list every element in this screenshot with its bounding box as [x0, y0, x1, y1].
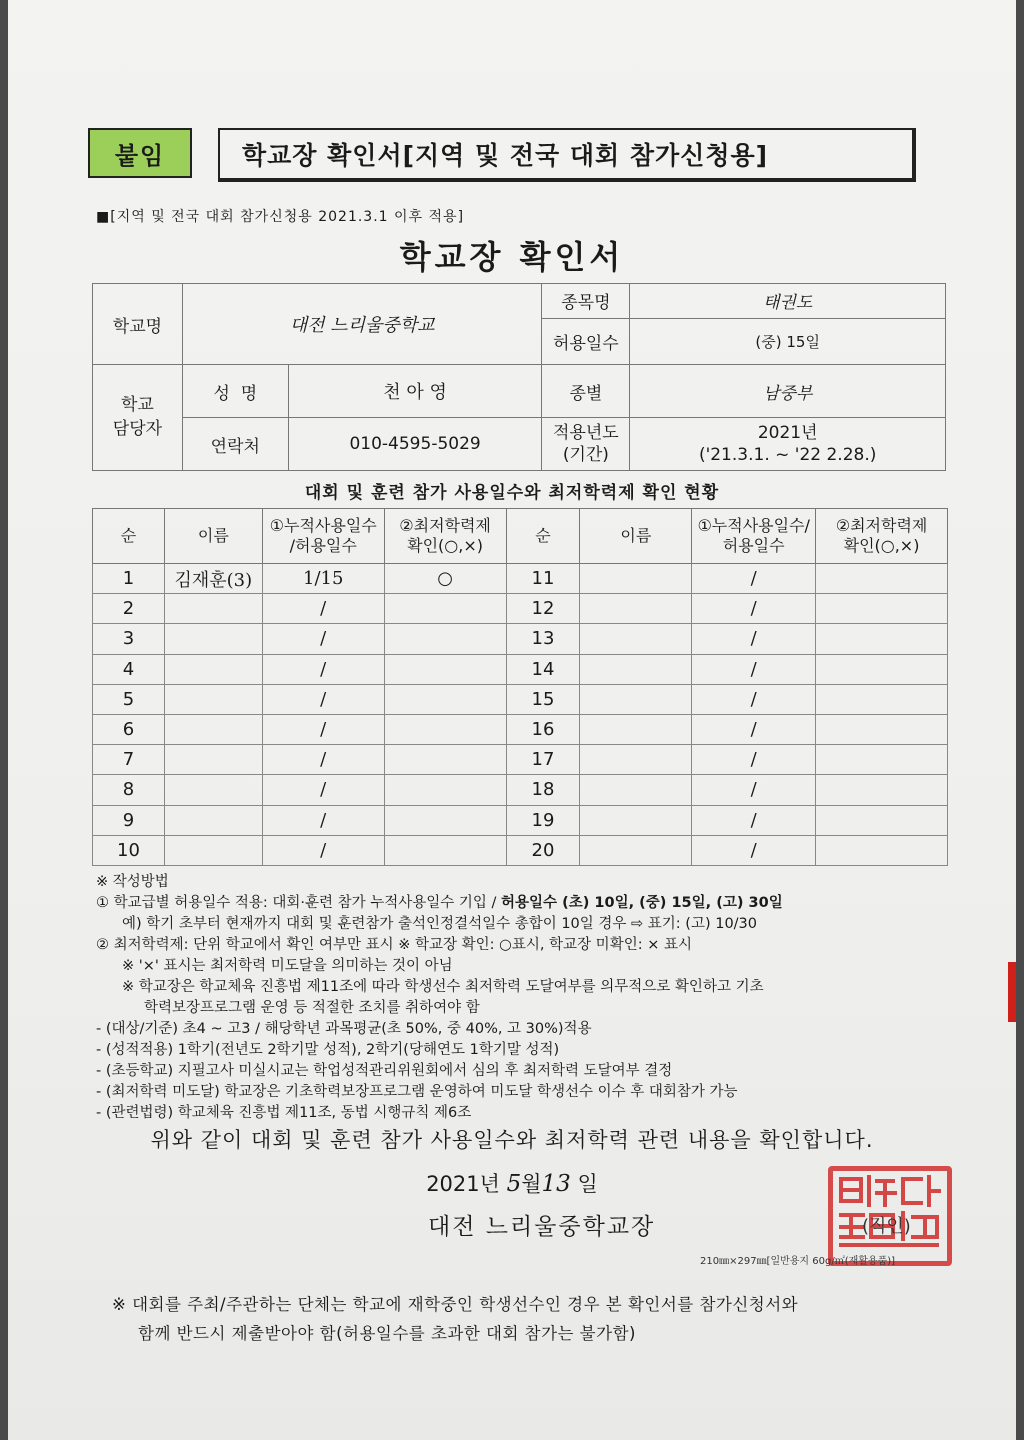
student-name: 김재훈(3)	[164, 564, 262, 594]
header-no-right: 순	[506, 509, 580, 564]
detail-4: - (최저학력 미도달) 학교장은 기초학력보장프로그램 운영하여 미도달 학생선수 이수 후 대회참가 가능	[96, 1084, 738, 1100]
row-number: 19	[506, 805, 580, 835]
used-days: /	[692, 594, 816, 624]
row-number: 13	[506, 624, 580, 654]
allowed-days-label: 허용일수	[542, 318, 630, 365]
academic-check	[816, 654, 948, 684]
note-1-text: ① 학교급별 허용일수 적용: 대회·훈련 참가 누적사용일수 기입 /	[96, 895, 502, 911]
student-name	[164, 654, 262, 684]
academic-check: ○	[384, 564, 506, 594]
header-check: ②최저학력제 확인(○,×)	[384, 509, 506, 564]
table-row	[93, 684, 948, 714]
section-title: 대회 및 훈련 참가 사용일수와 최저학력제 확인 현황	[304, 483, 720, 503]
date-day: 13	[541, 1171, 571, 1197]
note-1-line-1	[96, 893, 956, 914]
used-days: /	[692, 684, 816, 714]
header-name-right: 이름	[580, 509, 692, 564]
paper-spec: 210㎜×297㎜[일반용지 60g/㎡(재활용품)]	[700, 1256, 896, 1267]
final-notice	[112, 1290, 798, 1348]
table-row	[93, 835, 948, 865]
row-number: 4	[93, 654, 165, 684]
category-label: 종별	[542, 365, 630, 418]
table-row	[93, 745, 948, 775]
row-number: 5	[93, 684, 165, 714]
table-row	[93, 594, 948, 624]
academic-check	[816, 775, 948, 805]
student-name	[580, 684, 692, 714]
student-name	[164, 775, 262, 805]
row-number: 3	[93, 624, 165, 654]
table-row	[93, 775, 948, 805]
detail-5: - (관련법령) 학교체육 진흥법 제11조, 동법 시행규칙 제6조	[96, 1105, 472, 1121]
student-name	[164, 835, 262, 865]
row-number: 17	[506, 745, 580, 775]
academic-check	[384, 775, 506, 805]
confirmation-statement: 위와 같이 대회 및 훈련 참가 사용일수와 최저학력 관련 내용을 확인합니다.	[150, 1128, 874, 1152]
used-days: /	[692, 805, 816, 835]
row-number: 7	[93, 745, 165, 775]
allowed-days-value: (중) 15일	[630, 318, 946, 365]
year-cell	[630, 418, 946, 471]
contact-value: 010-4595-5029	[288, 418, 542, 471]
academic-check	[816, 714, 948, 744]
manager-label: 학교 담당자	[93, 365, 183, 471]
student-name	[164, 745, 262, 775]
note-1-bold: 허용일수 (초) 10일, (중) 15일, (고) 30일	[501, 895, 783, 911]
used-days: /	[692, 714, 816, 744]
used-days: /	[262, 805, 384, 835]
row-number: 9	[93, 805, 165, 835]
table-row	[93, 714, 948, 744]
school-name: 대전 느리울중학교	[182, 284, 542, 365]
row-number: 20	[506, 835, 580, 865]
document-page	[8, 0, 1016, 1440]
sport-label: 종목명	[542, 284, 630, 319]
used-days: /	[262, 835, 384, 865]
student-name	[580, 564, 692, 594]
note-4-line-2: 학력보장프로그램 운영 등 적절한 조치를 취하여야 함	[144, 1000, 480, 1016]
header-no: 순	[93, 509, 165, 564]
category-value: 남중부	[630, 365, 946, 418]
row-number: 14	[506, 654, 580, 684]
used-days: /	[262, 714, 384, 744]
contact-label: 연락처	[182, 418, 288, 471]
used-days: /	[262, 745, 384, 775]
used-days: /	[262, 654, 384, 684]
table-row	[93, 805, 948, 835]
detail-2: - (성적적용) 1학기(전년도 2학기말 성적), 2학기(당해연도 1학기말 성적)	[96, 1042, 560, 1058]
roster-table	[92, 508, 948, 866]
student-name	[580, 835, 692, 865]
student-name	[580, 624, 692, 654]
academic-check	[384, 684, 506, 714]
header-days: ①누적사용일수 /허용일수	[262, 509, 384, 564]
detail-1: - (대상/기준) 초4 ~ 고3 / 해당학년 과목평균(초 50%, 중 40%, 고 30%)적용	[96, 1021, 592, 1037]
academic-check	[816, 624, 948, 654]
row-number: 8	[93, 775, 165, 805]
academic-check	[816, 805, 948, 835]
name-label: 성 명	[182, 365, 288, 418]
academic-check	[384, 624, 506, 654]
used-days: /	[692, 775, 816, 805]
notes-heading: ※ 작성방법	[96, 874, 169, 890]
used-days: /	[262, 624, 384, 654]
note-2: ② 최저학력제: 단위 학교에서 확인 여부만 표시 ※ 학교장 확인: ○표시, 학교장 미확인: × 표시	[96, 937, 692, 953]
attachment-badge: 붙임	[88, 128, 192, 178]
date-month: 5	[506, 1171, 522, 1197]
academic-check	[816, 835, 948, 865]
table-row	[93, 654, 948, 684]
table-row	[93, 624, 948, 654]
student-name	[580, 775, 692, 805]
manager-name: 천 아 영	[288, 365, 542, 418]
school-info-table	[92, 283, 946, 471]
academic-check	[384, 714, 506, 744]
academic-check	[384, 594, 506, 624]
used-days: /	[262, 684, 384, 714]
document-subtitle: ■[지역 및 전국 대회 참가신청용 2021.3.1 이후 적용]	[96, 209, 465, 225]
detail-3: - (초등학교) 지필고사 미실시교는 학업성적관리위원회에서 심의 후 최저학력 도달여부 결정	[96, 1063, 673, 1079]
header-days-right: ①누적사용일수/ 허용일수	[692, 509, 816, 564]
student-name	[580, 745, 692, 775]
student-name	[580, 594, 692, 624]
academic-check	[816, 594, 948, 624]
header-check-right: ②최저학력제 확인(○,×)	[816, 509, 948, 564]
final-notice-line-2: 함께 반드시 제출받아야 함(허용일수를 초과한 대회 참가는 불가함)	[138, 1324, 636, 1343]
student-name	[580, 654, 692, 684]
date-month-unit: 월	[521, 1172, 542, 1196]
row-number: 18	[506, 775, 580, 805]
year-label: 적용년도 (기간)	[542, 418, 630, 471]
student-name	[164, 684, 262, 714]
student-name	[580, 805, 692, 835]
used-days: /	[262, 594, 384, 624]
academic-check	[816, 745, 948, 775]
row-number: 11	[506, 564, 580, 594]
principal-signature: 대전 느리울중학교장	[428, 1214, 656, 1240]
note-1-line-2: 예) 학기 초부터 현재까지 대회 및 훈련참가 출석인정결석일수 총합이 10일 경우 ⇨ 표기: (고) 10/30	[122, 916, 758, 932]
row-number: 10	[93, 835, 165, 865]
used-days: /	[692, 624, 816, 654]
final-notice-line-1: ※ 대회를 주최/주관하는 단체는 학교에 재학중인 학생선수인 경우 본 확인서를 참가신청서와	[112, 1295, 799, 1314]
used-days: 1/15	[262, 564, 384, 594]
academic-check	[384, 654, 506, 684]
student-name	[164, 624, 262, 654]
student-name	[164, 714, 262, 744]
student-name	[580, 714, 692, 744]
sport-value: 태권도	[630, 284, 946, 319]
used-days: /	[262, 775, 384, 805]
row-number: 2	[93, 594, 165, 624]
academic-check	[384, 745, 506, 775]
writing-instructions	[96, 872, 956, 1124]
student-name	[164, 594, 262, 624]
student-name	[164, 805, 262, 835]
academic-check	[816, 684, 948, 714]
red-edge-mark	[1008, 962, 1016, 1022]
used-days: /	[692, 835, 816, 865]
used-days: /	[692, 745, 816, 775]
row-number: 12	[506, 594, 580, 624]
date-year: 2021년	[426, 1172, 500, 1196]
period-value: ('21.3.1. ~ '22 2.28.)	[698, 445, 877, 466]
main-title: 학교장 확인서	[399, 238, 625, 276]
table-row	[93, 564, 948, 594]
row-number: 1	[93, 564, 165, 594]
note-3: ※ '×' 표시는 최저학력 미도달을 의미하는 것이 아님	[122, 958, 453, 974]
year-value: 2021년	[757, 422, 818, 443]
academic-check	[384, 835, 506, 865]
school-label: 학교명	[93, 284, 183, 365]
seal-label: (직인)	[862, 1216, 911, 1237]
row-number: 15	[506, 684, 580, 714]
note-4-line-1: ※ 학교장은 학교체육 진흥법 제11조에 따라 학생선수 최저학력 도달여부를 의무적으로 확인하고 기초	[122, 979, 764, 995]
document-header-title: 학교장 확인서[지역 및 전국 대회 참가신청용]	[218, 128, 916, 182]
used-days: /	[692, 564, 816, 594]
academic-check	[384, 805, 506, 835]
used-days: /	[692, 654, 816, 684]
date-day-unit: 일	[577, 1172, 598, 1196]
academic-check	[816, 564, 948, 594]
row-number: 16	[506, 714, 580, 744]
header-name: 이름	[164, 509, 262, 564]
row-number: 6	[93, 714, 165, 744]
